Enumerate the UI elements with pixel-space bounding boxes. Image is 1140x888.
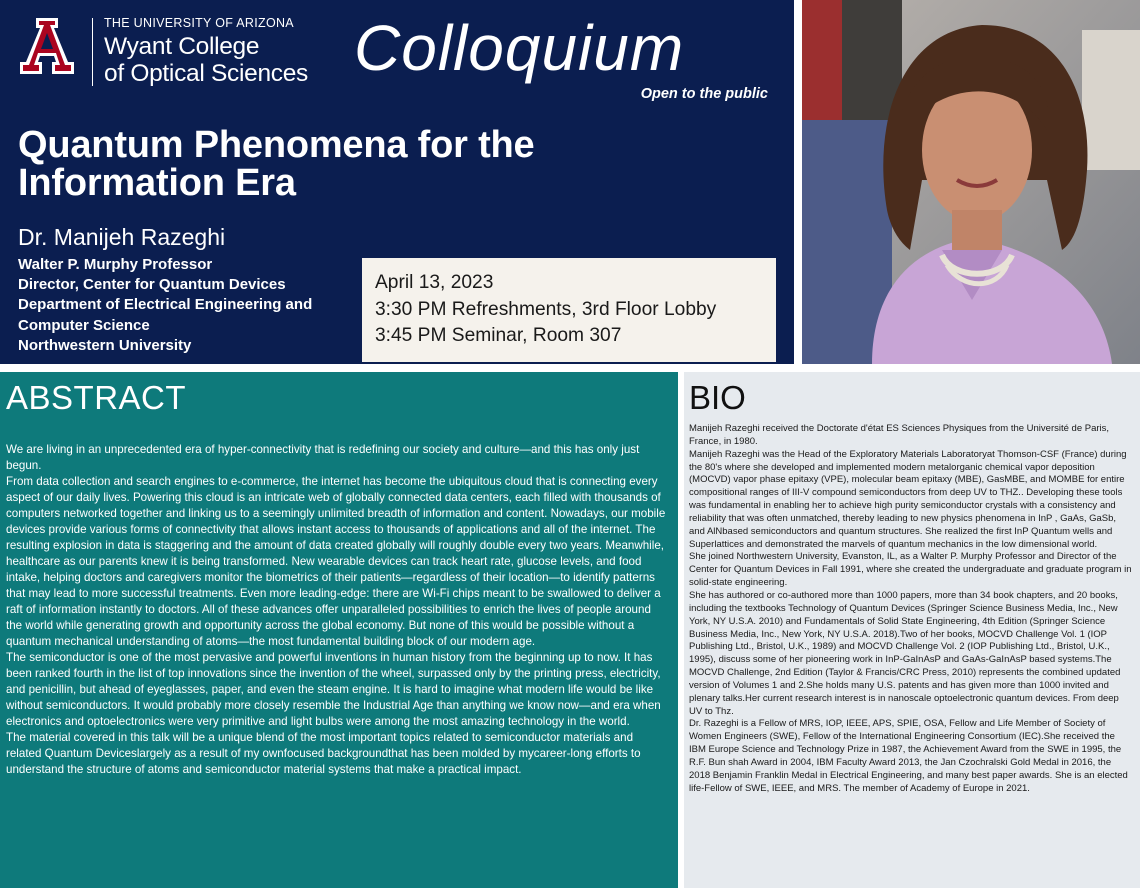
abstract-paragraph: From data collection and search engines to e-commerce, the internet has become the ubiquitous cloud that is connecting every aspect of our daily lives. Powering this cloud is an intricate web of globally connected data centers, each filled with thousands of computers networked together and linking us to a seemingly unlimited breadth of information and content. Nowadays, our mobile devices provide various forms of connectivity that allows instant access to thousands of applications and all of the internet. The resulting explosion in data is staggering and the amount of data created globally will roughly double every two years. Meanwhile, healthcare as our parents knew it is being transformed. New wearable devices can track heart rate, glucose levels, and food intake, helping doctors and caregivers monitor the biometrics of their patients—regardless of their location—to identify patterns that may lead to more successful treatments. Even more leading-edge: there are Wi-Fi chips meant to be swallowed to deliver a raft of information instantly to doctors. All of these advances offer unparalleled possibilities to enrich the lives of people around the world while generating growth and opportunity across the global economy. But none of this would be possible without a quantum mechanical understanding of atoms—the most fundamental building block of our modern age. (6, 475, 666, 648)
speaker-affiliation (18, 255, 358, 356)
abstract-body (6, 442, 670, 778)
abstract-section (0, 372, 678, 888)
college-name (104, 33, 308, 87)
bio-section (684, 372, 1140, 888)
abstract-paragraph: The semiconductor is one of the most pervasive and powerful inventions in human history from the beginning up to now. It has been ranked fourth in the list of top innovations since the invention of the wheel, surpassed only by the printing press, electricity, and penicillin, but ahead of eyeglasses, paper, and even the steam engine. It is hard to imagine what modern life would be like without semiconductors. It would probably more closely resemble the Industrial Age than anything we know now—and era when electronics and optoelectronics were very primitive and light bulbs were among the most amazing technology in the world. (6, 651, 661, 728)
logo-divider (92, 18, 93, 86)
series-title: Colloquium (354, 12, 685, 84)
public-tagline: Open to the public (640, 86, 768, 102)
talk-title: Quantum Phenomena for the Information Era (18, 124, 535, 204)
bio-paragraph: She has authored or co-authored more than 1000 papers, more than 34 book chapters, and 20 books, including the textbooks Technology of Quantum Devices (Springer Science Business Media, Inc., New York, NY U.S.A. 2010) and Fundamentals of Solid State Engineering, 4th Edition (Springer Science Business Media, Inc., New York, NY U.S.A. 2018).Two of her books, MOCVD Challenge Vol. 1 (IOP Publishing Ltd., Bristol, U.K., 1989) and MOCVD Challenge Vol. 2 (IOP Publishing Ltd., Bristol, U.K., 1995), discuss some of her pioneering work in InP-GaInAsP and GaAs-GaInAsP based systems.The MOCVD Challenge, 2nd Edition (Taylor & Francis/CRC Press, 2010) represents the combined updated version of Volumes 1 and 2.She holds many U.S. patents and has given more than 1000 invited and plenary talks.Her current research interest is in nanoscale optoelectronic quantum devices. From deep UV to Thz. (689, 589, 1121, 717)
event-seminar: 3:45 PM Seminar, Room 307 (375, 325, 622, 346)
bio-body (689, 423, 1132, 795)
bio-paragraph: Manijeh Razeghi was the Head of the Exploratory Materials Laboratoryat Thomson-CSF (France) during the 80's where she developed and implemented modern metalorganic chemical vapor deposition (MOCVD) vapor phase epitaxy (VPE), molecular beam epitaxy (MBE), GasMBE, and MOMBE for entire compositional ranges of III-V compound semiconductors from deep UV to THZ.. Developing these tools was fundamental in enabling her to achieve high purity semiconductor crystals with a consistency and reliability that was often unmatched, thereby leading to new physics phenomena in InP , GaAs, GaSb, and AlNbased semiconductors and quantum structures. She realized the first InP Quantum wells and Superlattices and demonstrated the marvels of quantum mechanics in the low dimensional world. (689, 448, 1127, 550)
bio-paragraph: She joined Northwestern University, Evanston, IL, as a Walter P. Murphy Professor and Director of the Center for Quantum Devices in Fall 1991, where she created the undergraduate and graduate program in solid-state engineering. (689, 551, 1132, 589)
event-refreshments: 3:30 PM Refreshments, 3rd Floor Lobby (375, 298, 717, 320)
university-name: THE UNIVERSITY OF ARIZONA (104, 16, 294, 30)
bio-paragraph: Manijeh Razeghi received the Doctorate d'état ES Sciences Physiques from the Université de Paris, France, in 1980. (689, 423, 1110, 447)
affiliation-line: Director, Center for Quantum Devices (18, 276, 286, 294)
abstract-paragraph: We are living in an unprecedented era of hyper-connectivity that is redefining our society and culture—and this has only just begun. (6, 443, 640, 472)
affiliation-line: Department of Electrical Engineering and Computer Science (18, 296, 313, 334)
college-name-line-2: of Optical Sciences (104, 60, 309, 87)
bio-heading: BIO (689, 379, 746, 416)
speaker-photo (802, 0, 1140, 364)
university-of-arizona-logo (16, 16, 78, 76)
event-details-box (362, 258, 776, 362)
speaker-name: Dr. Manijeh Razeghi (18, 224, 226, 250)
abstract-paragraph: The material covered in this talk will be a unique blend of the most important topics related to semiconductor materials and related Quantum Deviceslargely as a result of my ownfocused backgroundthat has been molded by mycareer-long efforts to understand the structure of atoms and semiconductor material systems that make a practical impact. (6, 731, 641, 776)
colloquium-header (0, 0, 794, 364)
abstract-heading: ABSTRACT (6, 379, 187, 416)
college-name-line-1: Wyant College (104, 33, 260, 60)
affiliation-line: Walter P. Murphy Professor (18, 256, 213, 273)
affiliation-line: Northwestern University (18, 336, 192, 354)
event-date: April 13, 2023 (375, 272, 494, 293)
bio-paragraph: Dr. Razeghi is a Fellow of MRS, IOP, IEEE, APS, SPIE, OSA, Fellow and Life Member of Society of Women Engineers (SWE), Fellow of the International Engineering Consortium (IEC).She received the IBM Europe Science and Technology Prize in 1987, the Achievement Award from the SWE in 1995, the R.F. Bun shah Award in 2004, IBM Faculty Award 2013, the Jan Czochralski Gold Medal in 2016, the 2018 Benjamin Franklin Medal in Electrical Engineering, and many best paper awards. She is an elected life-Fellow of SWE, IEEE, and MRS. The member of Academy of Europe in 2021. (689, 718, 1128, 794)
